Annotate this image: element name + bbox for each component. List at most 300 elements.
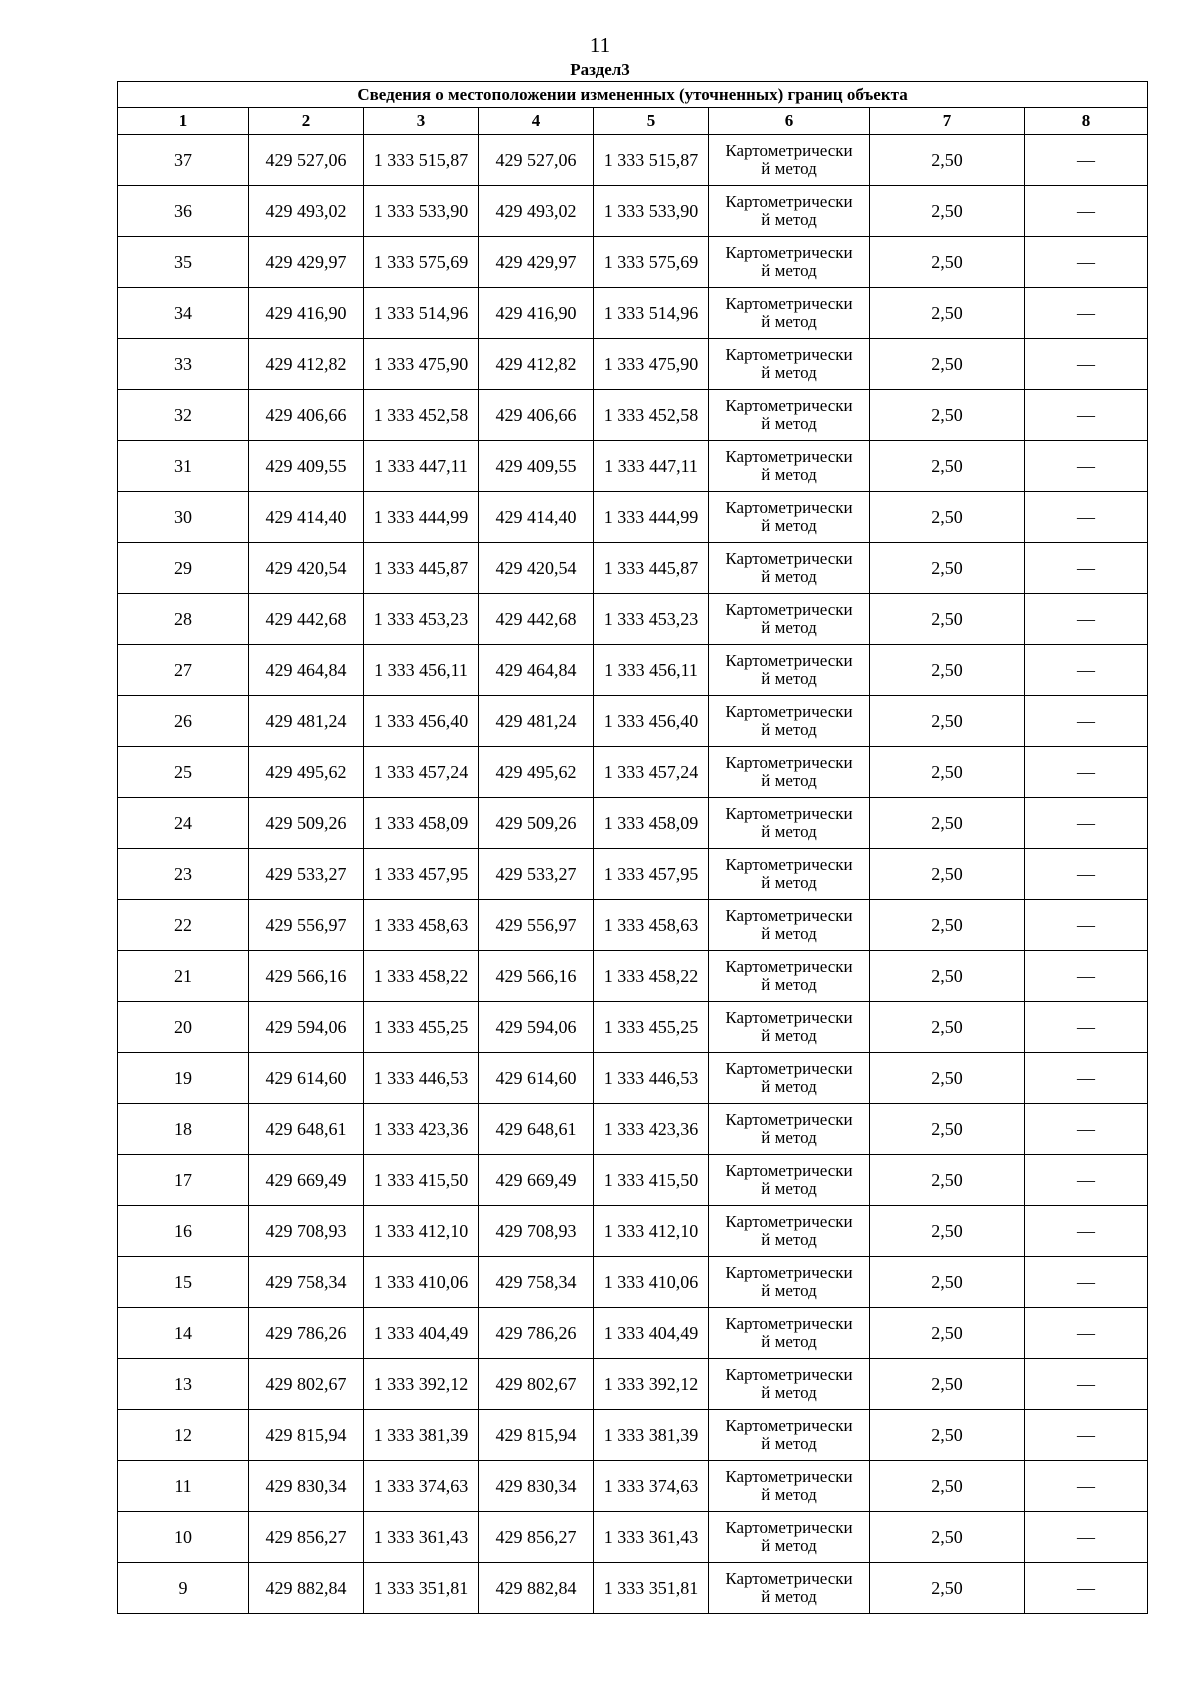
- page-number: 11: [589, 33, 611, 57]
- accuracy-cell: 2,50: [870, 645, 1025, 696]
- table-row: [118, 1104, 1148, 1155]
- old-x-cell: 429 648,61: [249, 1104, 364, 1155]
- table-row: [118, 900, 1148, 951]
- point-number-cell: 19: [118, 1053, 249, 1104]
- new-y-cell: 1 333 447,11: [594, 441, 709, 492]
- method-cell: [709, 339, 870, 390]
- old-x-cell: 429 594,06: [249, 1002, 364, 1053]
- table-row: [118, 441, 1148, 492]
- old-y-cell: 1 333 455,25: [364, 1002, 479, 1053]
- note-cell: —: [1025, 798, 1148, 849]
- new-x-cell: 429 802,67: [479, 1359, 594, 1410]
- new-x-cell: 429 406,66: [479, 390, 594, 441]
- point-number-cell: 12: [118, 1410, 249, 1461]
- note-cell: —: [1025, 1104, 1148, 1155]
- method-cell: [709, 849, 870, 900]
- table-row: [118, 798, 1148, 849]
- method-cell: [709, 1104, 870, 1155]
- method-text: й метод: [761, 975, 817, 994]
- method-text: й метод: [761, 720, 817, 739]
- new-x-cell: 429 412,82: [479, 339, 594, 390]
- old-x-cell: 429 495,62: [249, 747, 364, 798]
- new-y-cell: 1 333 423,36: [594, 1104, 709, 1155]
- point-number-cell: 35: [118, 237, 249, 288]
- method-cell: [709, 1308, 870, 1359]
- old-x-cell: 429 856,27: [249, 1512, 364, 1563]
- new-x-cell: 429 420,54: [479, 543, 594, 594]
- old-y-cell: 1 333 351,81: [364, 1563, 479, 1614]
- method-text: й метод: [761, 1434, 817, 1453]
- accuracy-cell: 2,50: [870, 390, 1025, 441]
- note-cell: —: [1025, 288, 1148, 339]
- old-x-cell: 429 481,24: [249, 696, 364, 747]
- table-row: [118, 1563, 1148, 1614]
- new-x-cell: 429 594,06: [479, 1002, 594, 1053]
- new-x-cell: 429 856,27: [479, 1512, 594, 1563]
- method-text: й метод: [761, 363, 817, 382]
- method-text: Картометрически: [725, 243, 853, 262]
- method-text: й метод: [761, 465, 817, 484]
- method-text: Картометрически: [725, 1110, 853, 1129]
- new-y-cell: 1 333 412,10: [594, 1206, 709, 1257]
- old-x-cell: 429 815,94: [249, 1410, 364, 1461]
- column-number: 2: [249, 108, 364, 135]
- method-cell: [709, 543, 870, 594]
- method-text: й метод: [761, 1383, 817, 1402]
- method-text: Картометрически: [725, 855, 853, 874]
- method-text: Картометрически: [725, 600, 853, 619]
- old-y-cell: 1 333 475,90: [364, 339, 479, 390]
- new-x-cell: 429 495,62: [479, 747, 594, 798]
- old-x-cell: 429 802,67: [249, 1359, 364, 1410]
- old-x-cell: 429 882,84: [249, 1563, 364, 1614]
- boundary-coordinates-table: [117, 81, 1148, 1614]
- note-cell: —: [1025, 1053, 1148, 1104]
- method-text: й метод: [761, 669, 817, 688]
- new-x-cell: 429 882,84: [479, 1563, 594, 1614]
- table-row: [118, 1155, 1148, 1206]
- table-row: [118, 492, 1148, 543]
- note-cell: —: [1025, 1002, 1148, 1053]
- method-cell: [709, 237, 870, 288]
- new-y-cell: 1 333 458,63: [594, 900, 709, 951]
- old-y-cell: 1 333 412,10: [364, 1206, 479, 1257]
- new-y-cell: 1 333 458,09: [594, 798, 709, 849]
- new-x-cell: 429 648,61: [479, 1104, 594, 1155]
- new-y-cell: 1 333 456,40: [594, 696, 709, 747]
- point-number-cell: 37: [118, 135, 249, 186]
- table-row: [118, 1359, 1148, 1410]
- method-cell: [709, 900, 870, 951]
- method-cell: [709, 645, 870, 696]
- method-text: й метод: [761, 771, 817, 790]
- method-text: й метод: [761, 312, 817, 331]
- table-row: [118, 645, 1148, 696]
- note-cell: —: [1025, 1359, 1148, 1410]
- method-text: й метод: [761, 210, 817, 229]
- old-x-cell: 429 509,26: [249, 798, 364, 849]
- table-row: [118, 390, 1148, 441]
- method-cell: [709, 1563, 870, 1614]
- method-cell: [709, 1410, 870, 1461]
- new-y-cell: 1 333 533,90: [594, 186, 709, 237]
- method-text: й метод: [761, 1179, 817, 1198]
- method-text: й метод: [761, 873, 817, 892]
- accuracy-cell: 2,50: [870, 798, 1025, 849]
- old-x-cell: 429 758,34: [249, 1257, 364, 1308]
- new-y-cell: 1 333 404,49: [594, 1308, 709, 1359]
- method-text: Картометрически: [725, 957, 853, 976]
- point-number-cell: 17: [118, 1155, 249, 1206]
- note-cell: —: [1025, 696, 1148, 747]
- old-x-cell: 429 669,49: [249, 1155, 364, 1206]
- method-cell: [709, 1002, 870, 1053]
- method-cell: [709, 492, 870, 543]
- new-x-cell: 429 708,93: [479, 1206, 594, 1257]
- accuracy-cell: 2,50: [870, 900, 1025, 951]
- point-number-cell: 13: [118, 1359, 249, 1410]
- new-y-cell: 1 333 455,25: [594, 1002, 709, 1053]
- accuracy-cell: 2,50: [870, 1104, 1025, 1155]
- column-number: 5: [594, 108, 709, 135]
- point-number-cell: 15: [118, 1257, 249, 1308]
- old-x-cell: 429 556,97: [249, 900, 364, 951]
- method-cell: [709, 1155, 870, 1206]
- old-y-cell: 1 333 456,40: [364, 696, 479, 747]
- point-number-cell: 32: [118, 390, 249, 441]
- point-number-cell: 10: [118, 1512, 249, 1563]
- method-cell: [709, 1257, 870, 1308]
- old-y-cell: 1 333 361,43: [364, 1512, 479, 1563]
- new-x-cell: 429 669,49: [479, 1155, 594, 1206]
- point-number-cell: 22: [118, 900, 249, 951]
- note-cell: —: [1025, 135, 1148, 186]
- accuracy-cell: 2,50: [870, 1155, 1025, 1206]
- accuracy-cell: 2,50: [870, 1410, 1025, 1461]
- method-text: Картометрически: [725, 753, 853, 772]
- old-y-cell: 1 333 446,53: [364, 1053, 479, 1104]
- old-x-cell: 429 527,06: [249, 135, 364, 186]
- new-x-cell: 429 815,94: [479, 1410, 594, 1461]
- accuracy-cell: 2,50: [870, 492, 1025, 543]
- new-x-cell: 429 481,24: [479, 696, 594, 747]
- old-y-cell: 1 333 410,06: [364, 1257, 479, 1308]
- old-x-cell: 429 414,40: [249, 492, 364, 543]
- method-cell: [709, 1461, 870, 1512]
- old-y-cell: 1 333 444,99: [364, 492, 479, 543]
- accuracy-cell: 2,50: [870, 1563, 1025, 1614]
- method-text: Картометрически: [725, 549, 853, 568]
- new-y-cell: 1 333 452,58: [594, 390, 709, 441]
- method-text: й метод: [761, 618, 817, 637]
- new-x-cell: 429 409,55: [479, 441, 594, 492]
- new-x-cell: 429 527,06: [479, 135, 594, 186]
- new-x-cell: 429 614,60: [479, 1053, 594, 1104]
- method-text: й метод: [761, 1332, 817, 1351]
- new-x-cell: 429 556,97: [479, 900, 594, 951]
- point-number-cell: 36: [118, 186, 249, 237]
- method-text: й метод: [761, 1587, 817, 1606]
- note-cell: —: [1025, 1308, 1148, 1359]
- accuracy-cell: 2,50: [870, 237, 1025, 288]
- method-cell: [709, 696, 870, 747]
- new-y-cell: 1 333 457,95: [594, 849, 709, 900]
- point-number-cell: 18: [118, 1104, 249, 1155]
- method-cell: [709, 390, 870, 441]
- table-row: [118, 543, 1148, 594]
- point-number-cell: 28: [118, 594, 249, 645]
- old-x-cell: 429 412,82: [249, 339, 364, 390]
- accuracy-cell: 2,50: [870, 543, 1025, 594]
- accuracy-cell: 2,50: [870, 135, 1025, 186]
- old-y-cell: 1 333 458,09: [364, 798, 479, 849]
- accuracy-cell: 2,50: [870, 696, 1025, 747]
- table-row: [118, 1002, 1148, 1053]
- method-text: й метод: [761, 261, 817, 280]
- table-row: [118, 1206, 1148, 1257]
- method-text: й метод: [761, 1281, 817, 1300]
- point-number-cell: 9: [118, 1563, 249, 1614]
- note-cell: —: [1025, 1461, 1148, 1512]
- column-number-row: [118, 108, 1148, 135]
- new-x-cell: 429 786,26: [479, 1308, 594, 1359]
- old-y-cell: 1 333 452,58: [364, 390, 479, 441]
- note-cell: —: [1025, 186, 1148, 237]
- method-cell: [709, 441, 870, 492]
- method-text: Картометрически: [725, 1263, 853, 1282]
- method-text: Картометрически: [725, 447, 853, 466]
- old-y-cell: 1 333 453,23: [364, 594, 479, 645]
- old-x-cell: 429 442,68: [249, 594, 364, 645]
- point-number-cell: 23: [118, 849, 249, 900]
- column-number: 1: [118, 108, 249, 135]
- method-text: й метод: [761, 414, 817, 433]
- table-row: [118, 951, 1148, 1002]
- new-y-cell: 1 333 475,90: [594, 339, 709, 390]
- note-cell: —: [1025, 1155, 1148, 1206]
- table-row: [118, 696, 1148, 747]
- method-text: й метод: [761, 1536, 817, 1555]
- note-cell: —: [1025, 492, 1148, 543]
- new-y-cell: 1 333 458,22: [594, 951, 709, 1002]
- old-x-cell: 429 429,97: [249, 237, 364, 288]
- new-y-cell: 1 333 456,11: [594, 645, 709, 696]
- new-x-cell: 429 416,90: [479, 288, 594, 339]
- old-x-cell: 429 464,84: [249, 645, 364, 696]
- point-number-cell: 29: [118, 543, 249, 594]
- table-row: [118, 1410, 1148, 1461]
- point-number-cell: 30: [118, 492, 249, 543]
- accuracy-cell: 2,50: [870, 339, 1025, 390]
- note-cell: —: [1025, 339, 1148, 390]
- new-y-cell: 1 333 351,81: [594, 1563, 709, 1614]
- method-text: Картометрически: [725, 1365, 853, 1384]
- note-cell: —: [1025, 543, 1148, 594]
- method-text: й метод: [761, 822, 817, 841]
- new-x-cell: 429 566,16: [479, 951, 594, 1002]
- accuracy-cell: 2,50: [870, 1359, 1025, 1410]
- new-x-cell: 429 464,84: [479, 645, 594, 696]
- method-text: й метод: [761, 1077, 817, 1096]
- old-y-cell: 1 333 514,96: [364, 288, 479, 339]
- new-y-cell: 1 333 410,06: [594, 1257, 709, 1308]
- old-y-cell: 1 333 458,63: [364, 900, 479, 951]
- accuracy-cell: 2,50: [870, 951, 1025, 1002]
- column-number: 8: [1025, 108, 1148, 135]
- method-cell: [709, 594, 870, 645]
- table-body: [118, 135, 1148, 1614]
- table-row: [118, 339, 1148, 390]
- old-y-cell: 1 333 515,87: [364, 135, 479, 186]
- new-x-cell: 429 533,27: [479, 849, 594, 900]
- method-text: Картометрически: [725, 651, 853, 670]
- method-text: Картометрически: [725, 1212, 853, 1231]
- accuracy-cell: 2,50: [870, 441, 1025, 492]
- note-cell: —: [1025, 390, 1148, 441]
- method-cell: [709, 1206, 870, 1257]
- note-cell: —: [1025, 1410, 1148, 1461]
- old-x-cell: 429 493,02: [249, 186, 364, 237]
- method-text: Картометрически: [725, 294, 853, 313]
- old-x-cell: 429 566,16: [249, 951, 364, 1002]
- note-cell: —: [1025, 1512, 1148, 1563]
- table-caption: Сведения о местоположении измененных (уточненных) границ объекта: [118, 82, 1148, 108]
- old-y-cell: 1 333 533,90: [364, 186, 479, 237]
- accuracy-cell: 2,50: [870, 849, 1025, 900]
- point-number-cell: 27: [118, 645, 249, 696]
- new-y-cell: 1 333 457,24: [594, 747, 709, 798]
- method-text: Картометрически: [725, 1569, 853, 1588]
- method-text: й метод: [761, 924, 817, 943]
- old-x-cell: 429 614,60: [249, 1053, 364, 1104]
- new-x-cell: 429 758,34: [479, 1257, 594, 1308]
- note-cell: —: [1025, 849, 1148, 900]
- method-cell: [709, 747, 870, 798]
- note-cell: —: [1025, 441, 1148, 492]
- accuracy-cell: 2,50: [870, 1053, 1025, 1104]
- method-text: й метод: [761, 1026, 817, 1045]
- note-cell: —: [1025, 951, 1148, 1002]
- note-cell: —: [1025, 1257, 1148, 1308]
- old-x-cell: 429 406,66: [249, 390, 364, 441]
- method-text: Картометрически: [725, 906, 853, 925]
- point-number-cell: 11: [118, 1461, 249, 1512]
- old-y-cell: 1 333 374,63: [364, 1461, 479, 1512]
- method-text: Картометрически: [725, 192, 853, 211]
- new-y-cell: 1 333 575,69: [594, 237, 709, 288]
- method-text: Картометрически: [725, 141, 853, 160]
- method-text: Картометрически: [725, 1008, 853, 1027]
- new-x-cell: 429 414,40: [479, 492, 594, 543]
- method-cell: [709, 135, 870, 186]
- old-x-cell: 429 786,26: [249, 1308, 364, 1359]
- old-y-cell: 1 333 447,11: [364, 441, 479, 492]
- method-text: Картометрически: [725, 345, 853, 364]
- method-cell: [709, 1359, 870, 1410]
- old-x-cell: 429 708,93: [249, 1206, 364, 1257]
- table-row: [118, 288, 1148, 339]
- point-number-cell: 14: [118, 1308, 249, 1359]
- method-cell: [709, 1053, 870, 1104]
- method-text: Картометрически: [725, 396, 853, 415]
- accuracy-cell: 2,50: [870, 288, 1025, 339]
- new-x-cell: 429 442,68: [479, 594, 594, 645]
- new-y-cell: 1 333 515,87: [594, 135, 709, 186]
- column-number: 3: [364, 108, 479, 135]
- accuracy-cell: 2,50: [870, 1308, 1025, 1359]
- point-number-cell: 31: [118, 441, 249, 492]
- new-y-cell: 1 333 361,43: [594, 1512, 709, 1563]
- table-row: [118, 135, 1148, 186]
- note-cell: —: [1025, 747, 1148, 798]
- new-y-cell: 1 333 514,96: [594, 288, 709, 339]
- column-number: 7: [870, 108, 1025, 135]
- note-cell: —: [1025, 1206, 1148, 1257]
- method-cell: [709, 951, 870, 1002]
- new-y-cell: 1 333 446,53: [594, 1053, 709, 1104]
- accuracy-cell: 2,50: [870, 186, 1025, 237]
- old-y-cell: 1 333 457,24: [364, 747, 479, 798]
- point-number-cell: 20: [118, 1002, 249, 1053]
- note-cell: —: [1025, 645, 1148, 696]
- old-y-cell: 1 333 423,36: [364, 1104, 479, 1155]
- method-cell: [709, 186, 870, 237]
- table-row: [118, 849, 1148, 900]
- point-number-cell: 33: [118, 339, 249, 390]
- method-text: Картометрически: [725, 498, 853, 517]
- method-text: й метод: [761, 1128, 817, 1147]
- accuracy-cell: 2,50: [870, 747, 1025, 798]
- new-x-cell: 429 830,34: [479, 1461, 594, 1512]
- method-text: й метод: [761, 159, 817, 178]
- new-y-cell: 1 333 374,63: [594, 1461, 709, 1512]
- method-text: Картометрически: [725, 1059, 853, 1078]
- point-number-cell: 25: [118, 747, 249, 798]
- method-text: Картометрически: [725, 1314, 853, 1333]
- method-text: Картометрически: [725, 1518, 853, 1537]
- table-row: [118, 594, 1148, 645]
- point-number-cell: 24: [118, 798, 249, 849]
- accuracy-cell: 2,50: [870, 1206, 1025, 1257]
- old-x-cell: 429 420,54: [249, 543, 364, 594]
- new-y-cell: 1 333 381,39: [594, 1410, 709, 1461]
- table-row: [118, 1461, 1148, 1512]
- table-row: [118, 1053, 1148, 1104]
- note-cell: —: [1025, 594, 1148, 645]
- method-text: Картометрически: [725, 1416, 853, 1435]
- column-number: 6: [709, 108, 870, 135]
- method-text: Картометрически: [725, 702, 853, 721]
- old-x-cell: 429 416,90: [249, 288, 364, 339]
- table-row: [118, 1512, 1148, 1563]
- table-row: [118, 747, 1148, 798]
- new-x-cell: 429 509,26: [479, 798, 594, 849]
- method-text: й метод: [761, 516, 817, 535]
- old-y-cell: 1 333 458,22: [364, 951, 479, 1002]
- new-y-cell: 1 333 445,87: [594, 543, 709, 594]
- point-number-cell: 26: [118, 696, 249, 747]
- table-row: [118, 237, 1148, 288]
- table-row: [118, 1308, 1148, 1359]
- new-x-cell: 429 429,97: [479, 237, 594, 288]
- method-cell: [709, 1512, 870, 1563]
- old-y-cell: 1 333 404,49: [364, 1308, 479, 1359]
- accuracy-cell: 2,50: [870, 1461, 1025, 1512]
- old-x-cell: 429 533,27: [249, 849, 364, 900]
- new-x-cell: 429 493,02: [479, 186, 594, 237]
- note-cell: —: [1025, 1563, 1148, 1614]
- old-y-cell: 1 333 392,12: [364, 1359, 479, 1410]
